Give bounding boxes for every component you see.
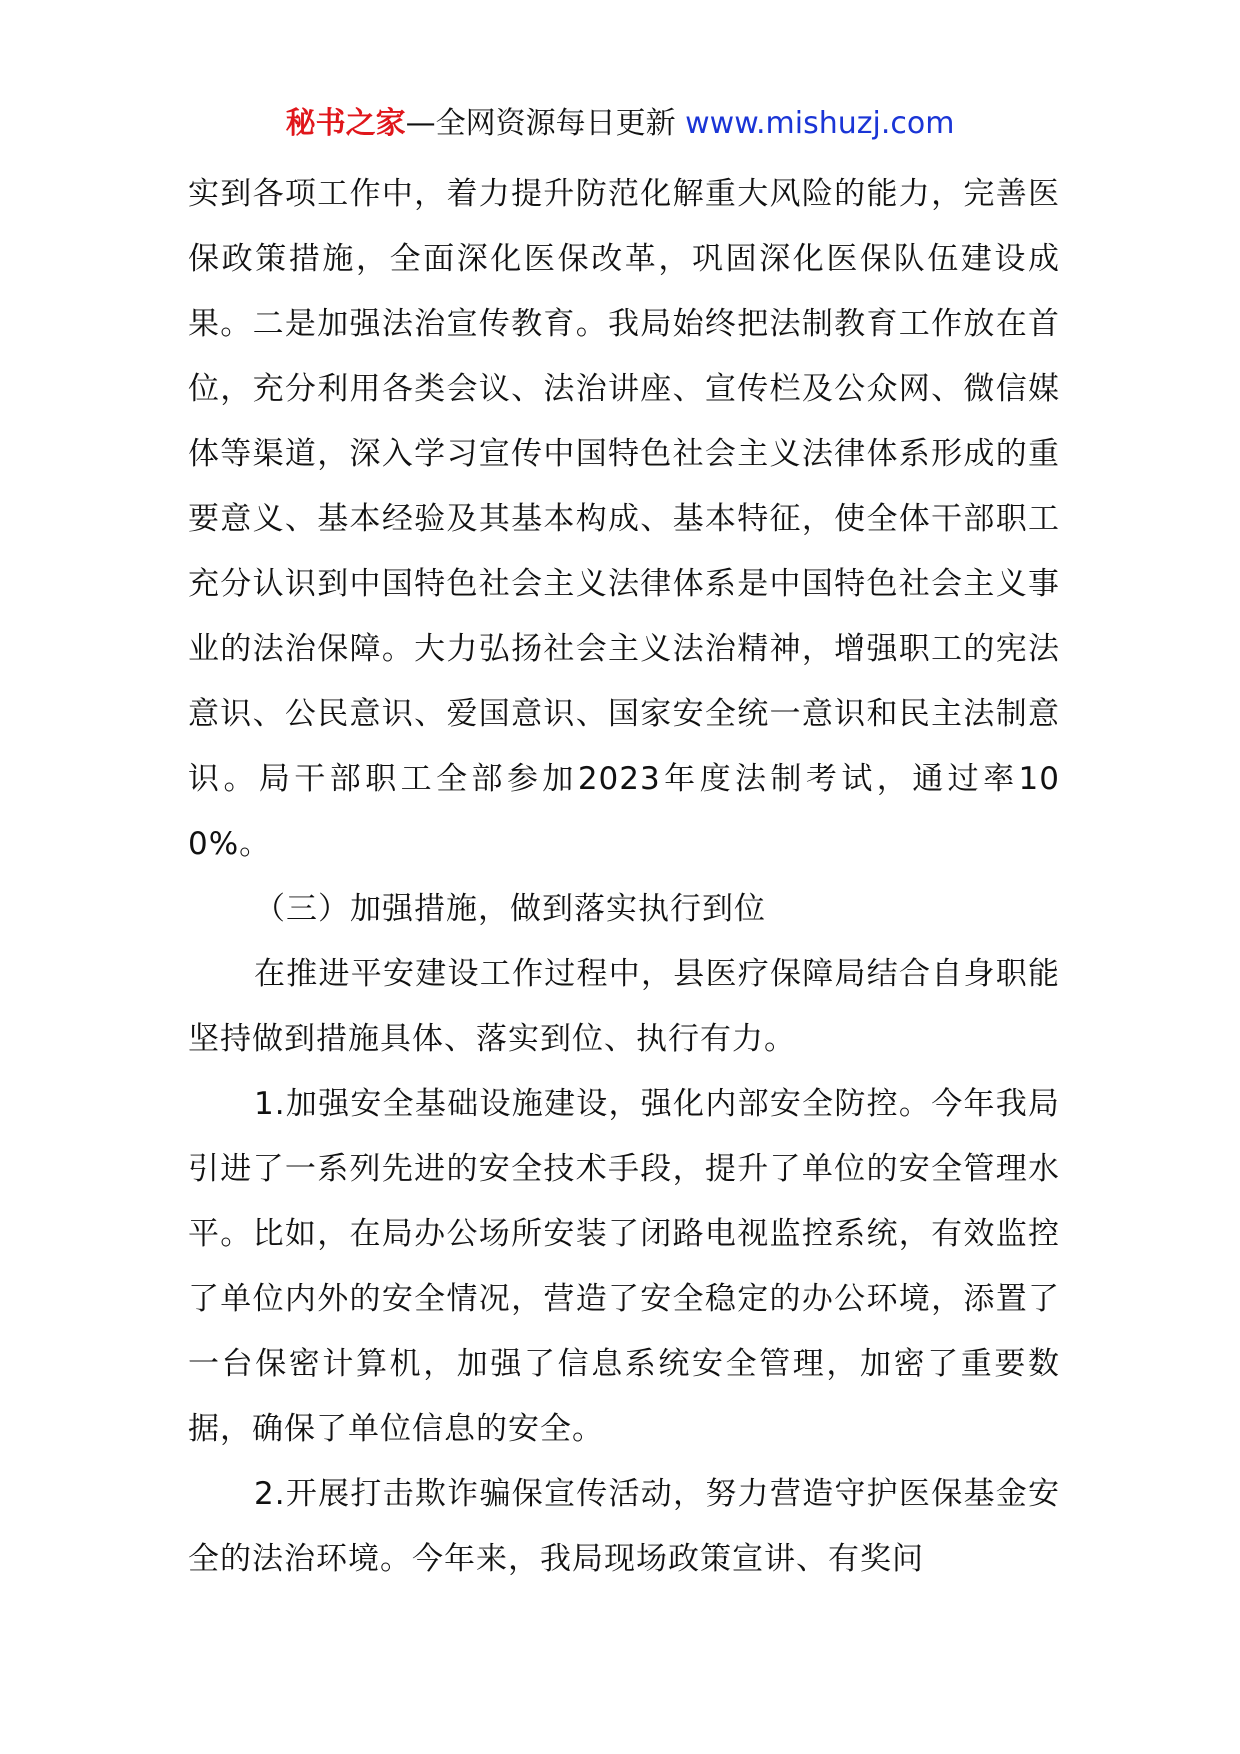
paragraph-continuation: 实到各项工作中，着力提升防范化解重大风险的能力，完善医保政策措施，全面深化医保改革，巩固深化医保队伍建设成果。二是加强法治宣传教育。我局始终把法制教育工作放在首位，充分利用各类会议、法治讲座、宣传栏及公众网、微信媒体等渠道，深入学习宣传中国特色社会主义法律体系形成的重要意义、基本经验及其基本构成、基本特征，使全体干部职工充分认识到中国特色社会主义法律体系是中国特色社会主义事业的法治保障。大力弘扬社会主义法治精神，增强职工的宪法意识、公民意识、爱国意识、国家安全统一意识和民主法制意识。局干部职工全部参加2023年度法制考试，通过率100%。 <box>188 176 1060 862</box>
paragraph-item-1: 1.加强安全基础设施建设，强化内部安全防控。今年我局引进了一系列先进的安全技术手段，提升了单位的安全管理水平。比如，在局办公场所安装了闭路电视监控系统，有效监控了单位内外的安全情况，营造了安全稳定的办公环境，添置了一台保密计算机，加强了信息系统安全管理，加密了重要数据，确保了单位信息的安全。 <box>188 1086 1060 1447</box>
header-brand: 秘书之家 <box>285 106 406 141</box>
paragraph-intro: 在推进平安建设工作过程中，县医疗保障局结合自身职能坚持做到措施具体、落实到位、执行有力。 <box>188 956 1060 1057</box>
paragraph-item-2: 2.开展打击欺诈骗保宣传活动，努力营造守护医保基金安全的法治环境。今年来，我局现场政策宣讲、有奖问 <box>188 1476 1060 1577</box>
document-body <box>188 162 1060 1592</box>
section-heading: （三）加强措施，做到落实执行到位 <box>254 891 766 927</box>
header-tagline: —全网资源每日更新 <box>405 106 676 141</box>
header-url[interactable]: www.mishuzj.com <box>685 106 955 141</box>
watermark-header <box>0 104 1240 144</box>
